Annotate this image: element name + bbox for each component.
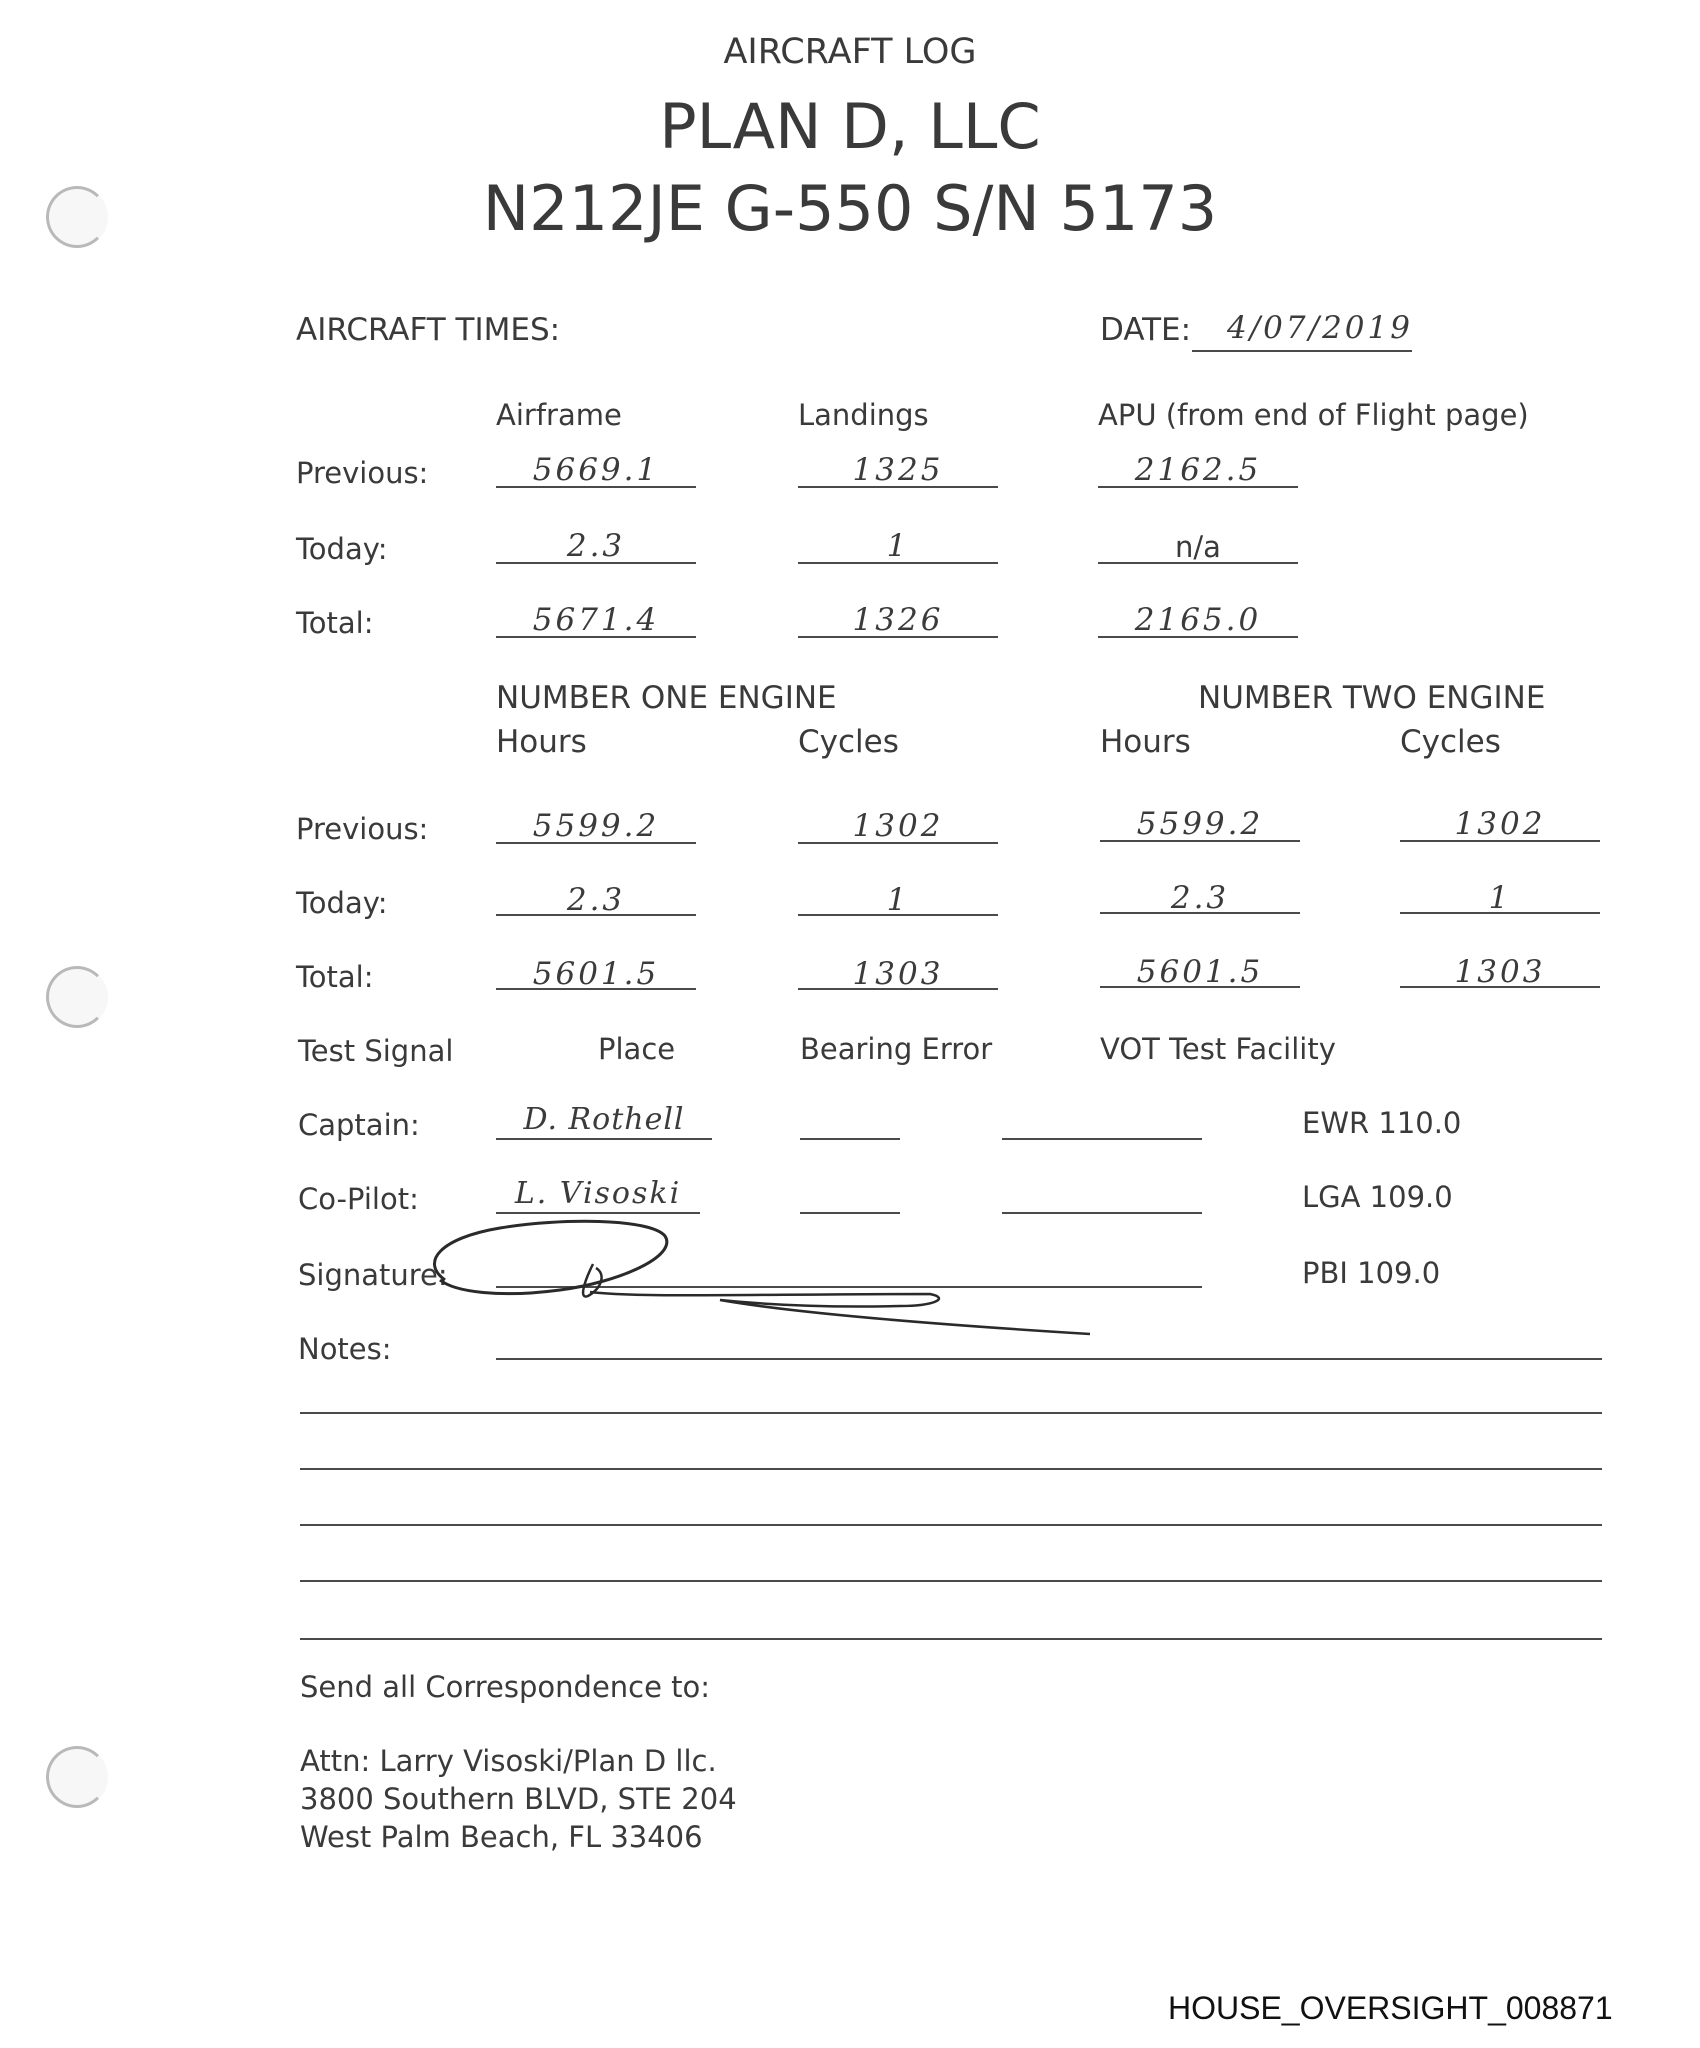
landings-total: 1326 bbox=[852, 602, 944, 638]
aircraft-heading: N212JE G-550 S/N 5173 bbox=[482, 172, 1218, 245]
landings-previous: 1325 bbox=[852, 452, 944, 488]
apu-column-header: APU (from end of Flight page) bbox=[1098, 398, 1529, 432]
apu-previous: 2162.5 bbox=[1134, 452, 1262, 488]
vot-facility-pbi: PBI 109.0 bbox=[1302, 1256, 1441, 1290]
e2-cycles-total: 1303 bbox=[1454, 954, 1546, 990]
landings-today: 1 bbox=[886, 528, 910, 564]
captain-value: D. Rothell bbox=[523, 1102, 685, 1137]
e1-cycles-previous: 1302 bbox=[852, 808, 944, 844]
correspondence-street: 3800 Southern BLVD, STE 204 bbox=[300, 1782, 737, 1816]
engine-two-cycles-header: Cycles bbox=[1400, 724, 1501, 760]
date-value: 4/07/2019 bbox=[1227, 310, 1413, 346]
notes-label: Notes: bbox=[298, 1332, 392, 1366]
times-row-label: Today: bbox=[296, 532, 388, 566]
e1-hours-total: 5601.5 bbox=[532, 956, 660, 992]
e1-cycles-total: 1303 bbox=[852, 956, 944, 992]
signature-label: Signature: bbox=[298, 1258, 448, 1292]
correspondence-title: Send all Correspondence to: bbox=[300, 1670, 711, 1704]
e2-hours-today: 2.3 bbox=[1170, 880, 1230, 916]
e2-hours-total: 5601.5 bbox=[1136, 954, 1264, 990]
e2-cycles-today: 1 bbox=[1488, 880, 1512, 916]
vot-facility-header: VOT Test Facility bbox=[1100, 1032, 1336, 1066]
engine-one-cycles-header: Cycles bbox=[798, 724, 899, 760]
landings-column-header: Landings bbox=[798, 398, 929, 432]
engine-one-hours-header: Hours bbox=[496, 724, 587, 760]
engine-two-hours-header: Hours bbox=[1100, 724, 1191, 760]
aircraft-times-title: AIRCRAFT TIMES: bbox=[296, 312, 561, 348]
vot-facility-lga: LGA 109.0 bbox=[1302, 1180, 1453, 1214]
notes-line-4 bbox=[300, 1524, 1602, 1526]
airframe-column-header: Airframe bbox=[496, 398, 622, 432]
vot-facility-ewr: EWR 110.0 bbox=[1302, 1106, 1462, 1140]
captain-label: Captain: bbox=[298, 1108, 420, 1142]
company-heading: PLAN D, LLC bbox=[659, 90, 1041, 163]
times-row-label: Previous: bbox=[296, 456, 429, 490]
engine-one-title: NUMBER ONE ENGINE bbox=[496, 680, 837, 716]
correspondence-city: West Palm Beach, FL 33406 bbox=[300, 1820, 703, 1854]
bearing-error-header: Bearing Error bbox=[800, 1032, 993, 1066]
date-label: DATE: bbox=[1100, 312, 1192, 348]
apu-total: 2165.0 bbox=[1134, 602, 1262, 638]
engine-row-label: Total: bbox=[296, 960, 374, 994]
times-row-label: Total: bbox=[296, 606, 374, 640]
airframe-total: 5671.4 bbox=[532, 602, 660, 638]
e1-hours-today: 2.3 bbox=[566, 882, 626, 918]
document-type-heading: AIRCRAFT LOG bbox=[723, 32, 977, 72]
notes-line-1 bbox=[496, 1358, 1602, 1360]
engine-row-label: Previous: bbox=[296, 812, 429, 846]
engine-two-title: NUMBER TWO ENGINE bbox=[1198, 680, 1546, 716]
notes-line-6 bbox=[300, 1638, 1602, 1640]
notes-line-2 bbox=[300, 1412, 1602, 1414]
bates-stamp: HOUSE_OVERSIGHT_008871 bbox=[1168, 1990, 1613, 2026]
airframe-today: 2.3 bbox=[566, 528, 626, 564]
place-column-header: Place bbox=[598, 1032, 676, 1066]
copilot-label: Co-Pilot: bbox=[298, 1182, 419, 1216]
notes-line-5 bbox=[300, 1580, 1602, 1582]
copilot-value: L. Visoski bbox=[514, 1176, 682, 1211]
e1-hours-previous: 5599.2 bbox=[532, 808, 660, 844]
e1-cycles-today: 1 bbox=[886, 882, 910, 918]
notes-line-3 bbox=[300, 1468, 1602, 1470]
apu-today: n/a bbox=[1175, 530, 1221, 564]
engine-row-label: Today: bbox=[296, 886, 388, 920]
test-signal-title: Test Signal bbox=[298, 1034, 454, 1068]
correspondence-attn: Attn: Larry Visoski/Plan D llc. bbox=[300, 1744, 717, 1778]
e2-cycles-previous: 1302 bbox=[1454, 806, 1546, 842]
airframe-previous: 5669.1 bbox=[532, 452, 660, 488]
e2-hours-previous: 5599.2 bbox=[1136, 806, 1264, 842]
